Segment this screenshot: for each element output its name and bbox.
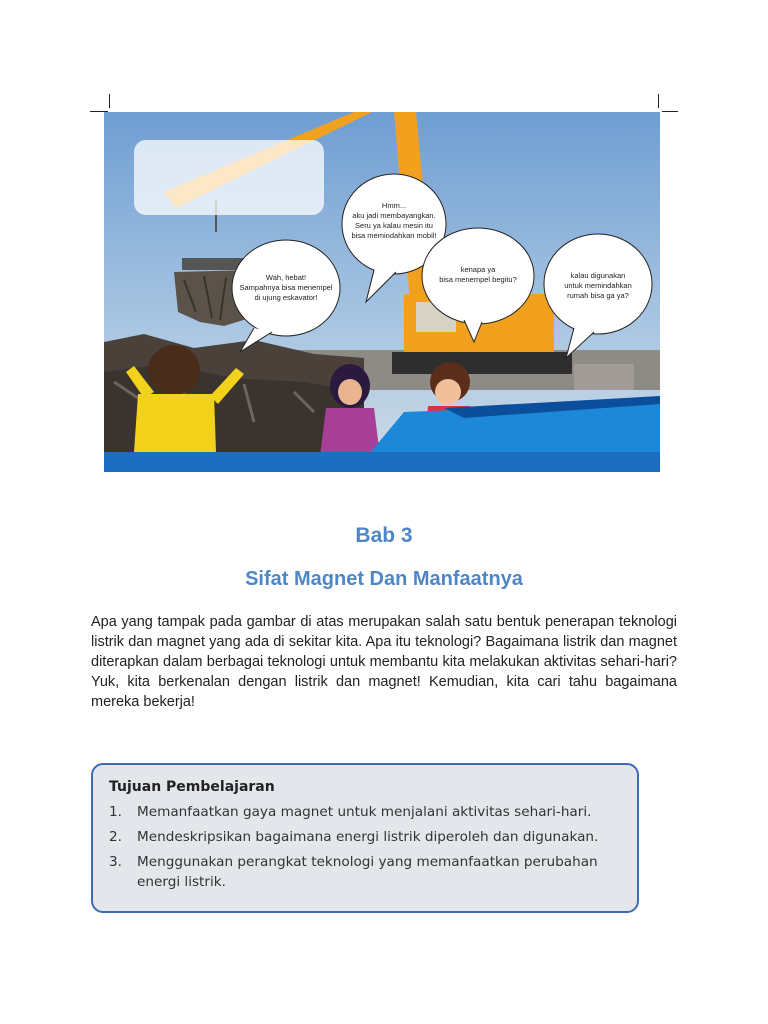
- learning-goal-number: 1.: [109, 804, 122, 820]
- learning-goal-number: 2.: [109, 829, 122, 845]
- learning-goal-item: [109, 827, 621, 847]
- svg-text:bisa memindahkan mobil!: bisa memindahkan mobil!: [351, 231, 437, 240]
- intro-paragraph: Apa yang tampak pada gambar di atas merupakan salah satu bentuk penerapan teknologi listrik dan magnet yang ada di sekitar kita. Apa itu teknologi? Bagaimana listrik dan magnet diterapkan dalam berbagai teknologi untuk membantu kita melakukan aktivitas sehari-hari? Yuk, kita berkenalan dengan listrik dan magnet! Kemudian, kita cari tahu bagaimana mereka bekerja!: [91, 614, 677, 710]
- chapter-illustration: [104, 112, 660, 472]
- svg-text:Wah, hebat!: Wah, hebat!: [265, 273, 307, 282]
- learning-goals-list: [109, 802, 621, 892]
- crop-mark: [109, 94, 110, 108]
- svg-text:rumah bisa ga ya?: rumah bisa ga ya?: [567, 291, 629, 300]
- chapter-number: Bab 3: [355, 524, 413, 547]
- svg-text:aku jadi membayangkan.: aku jadi membayangkan.: [352, 211, 436, 220]
- svg-text:bisa menempel begitu?: bisa menempel begitu?: [439, 275, 517, 284]
- chapter-title: Sifat Magnet Dan Manfaatnya: [245, 568, 523, 590]
- svg-text:Hmm...: Hmm...: [381, 201, 407, 210]
- learning-goal-item: [109, 852, 621, 892]
- learning-goals-box: [91, 763, 639, 913]
- svg-text:Seru ya kalau mesin itu: Seru ya kalau mesin itu: [355, 221, 433, 230]
- svg-text:Sampahnya bisa menempel: Sampahnya bisa menempel: [239, 283, 333, 292]
- learning-goal-text: Menggunakan perangkat teknologi yang memanfaatkan perubahan energi listrik.: [137, 854, 598, 890]
- learning-goal-text: Memanfaatkan gaya magnet untuk menjalani aktivitas sehari-hari.: [137, 804, 592, 820]
- svg-text:kalau digunakan: kalau digunakan: [570, 271, 626, 280]
- learning-goals-heading: Tujuan Pembelajaran: [109, 779, 275, 795]
- learning-goal-number: 3.: [109, 854, 122, 870]
- svg-text:di ujung eskavator!: di ujung eskavator!: [254, 293, 318, 302]
- blank-label-box: [134, 140, 324, 215]
- crop-mark: [658, 94, 659, 108]
- svg-text:kenapa ya: kenapa ya: [460, 265, 496, 274]
- svg-text:untuk memindahkan: untuk memindahkan: [564, 281, 632, 290]
- learning-goal-text: Mendeskripsikan bagaimana energi listrik diperoleh dan digunakan.: [137, 829, 599, 845]
- learning-goal-item: [109, 802, 621, 822]
- crop-mark: [662, 111, 678, 112]
